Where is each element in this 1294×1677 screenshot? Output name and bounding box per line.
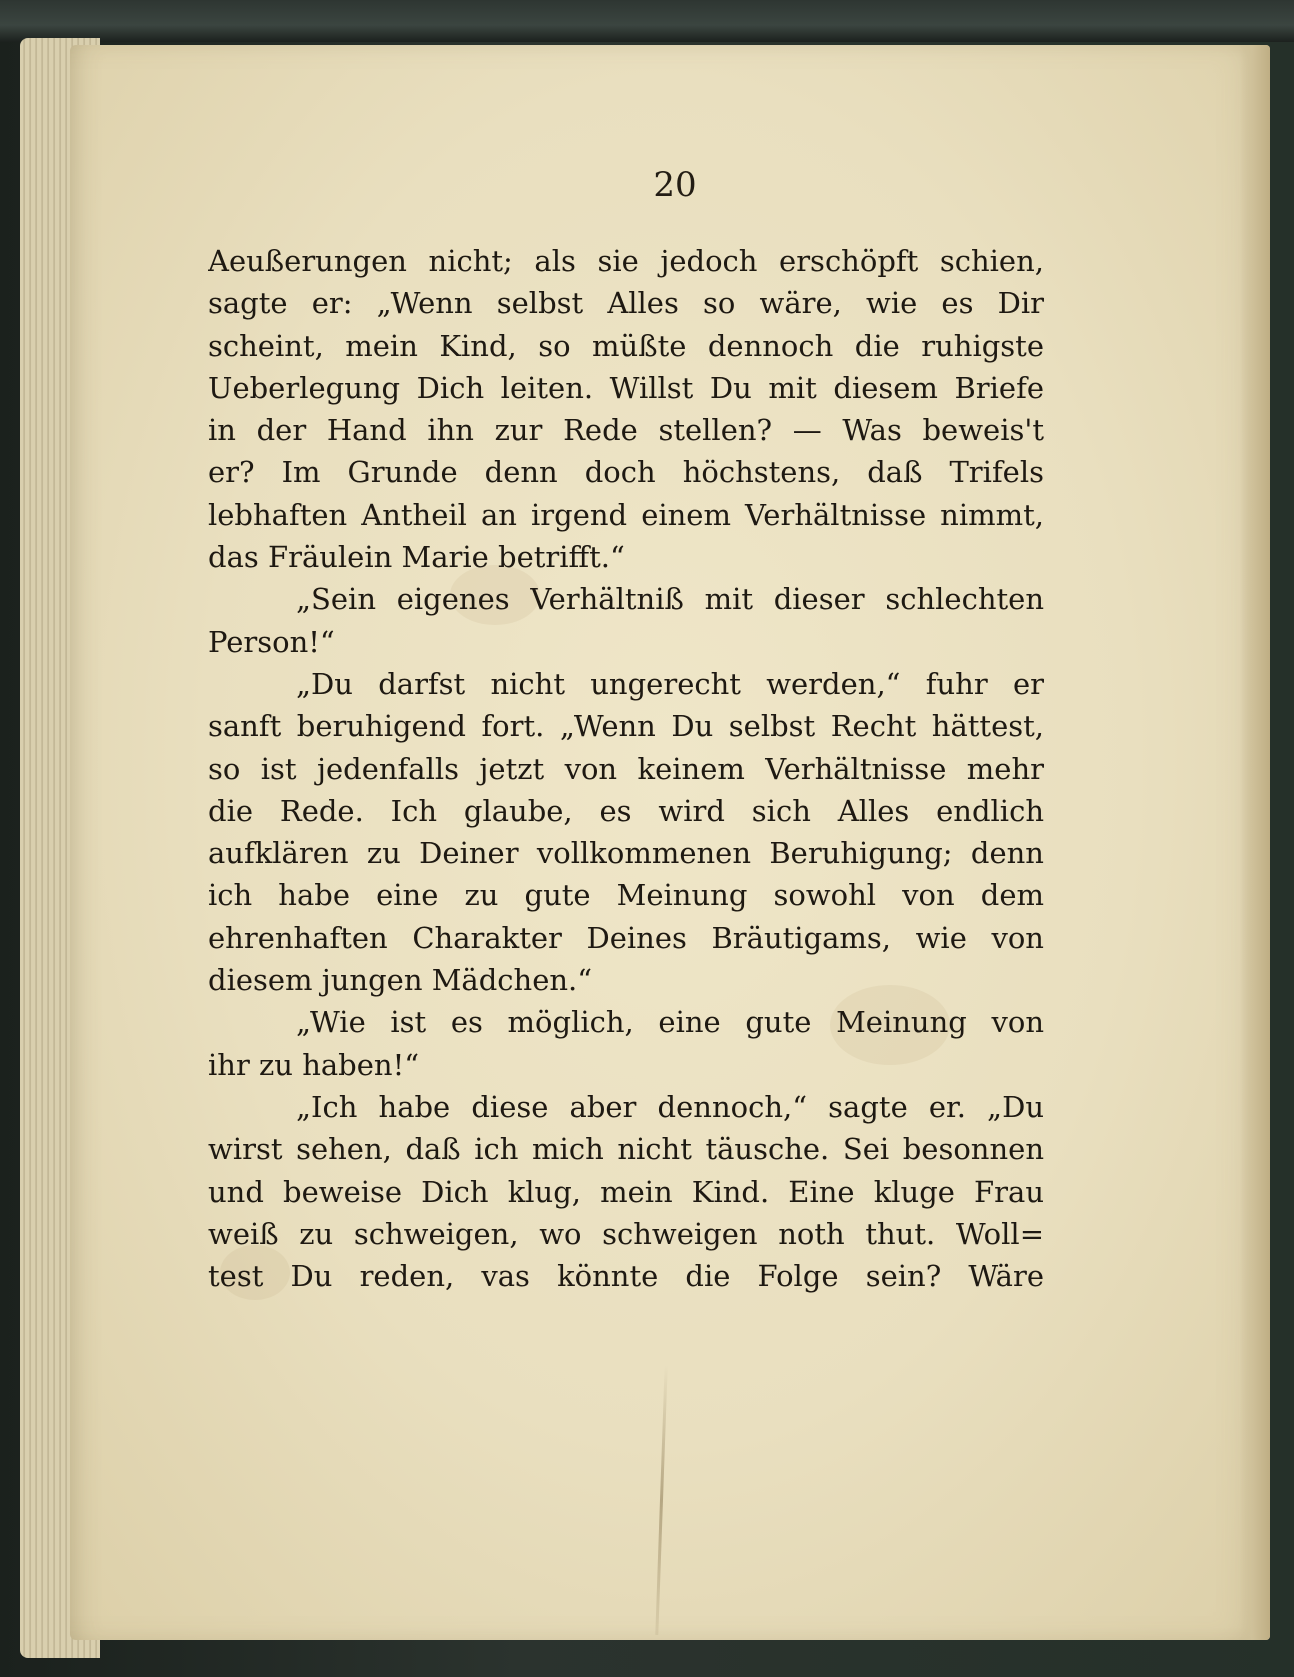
text-line: das Fräulein Marie betrifft.“ [208,540,625,575]
text-line: wirst sehen, daß ich mich nicht täusche. Sei besonnen [208,1132,1044,1167]
page-number: 20 [653,165,697,205]
text-line: „Du darfst nicht ungerecht werden,“ fuhr er [296,666,1044,701]
text-line: ich habe eine zu gute Meinung sowohl von dem [208,878,1044,913]
page-right-edge [1240,45,1270,1640]
text-line: ihr zu haben!“ [208,1047,420,1082]
text-line: diesem jungen Mädchen.“ [208,963,593,998]
cover-top-edge [0,0,1294,42]
text-line: „Sein eigenes Verhältniß mit dieser schlechten [296,582,1044,617]
text-line: lebhaften Antheil an irgend einem Verhältnisse nimmt, [208,497,1044,532]
text-line: so ist jedenfalls jetzt von keinem Verhältnisse mehr [208,751,1044,786]
text-line: scheint, mein Kind, so müßte dennoch die ruhigste [208,328,1044,363]
text-line: er? Im Grunde denn doch höchstens, daß Trifels [208,455,1044,490]
text-line: in der Hand ihn zur Rede stellen? — Was beweis't [208,413,1044,448]
text-line: sagte er: „Wenn selbst Alles so wäre, wie es Dir [208,286,1044,321]
text-line: ehrenhaften Charakter Deines Bräutigams, wie von [208,920,1044,955]
text-line: weiß zu schweigen, wo schweigen noth thut. Woll= [208,1216,1044,1251]
text-line: Aeußerungen nicht; als sie jedoch erschöpft schien, [208,244,1044,278]
text-line: aufklären zu Deiner vollkommenen Beruhigung; denn [208,836,1044,871]
text-line: die Rede. Ich glaube, es wird sich Alles endlich [208,793,1044,828]
text-line: Person!“ [208,624,335,659]
body-text [208,240,1044,1297]
text-line: Ueberlegung Dich leiten. Willst Du mit diesem Briefe [208,370,1044,405]
paper-crease [655,1365,667,1635]
text-line: und beweise Dich klug, mein Kind. Eine kluge Frau [208,1174,1044,1209]
text-line: sanft beruhigend fort. „Wenn Du selbst Recht hättest, [208,709,1044,744]
text-line: „Wie ist es möglich, eine gute Meinung von [296,1005,1044,1040]
text-line: „Ich habe diese aber dennoch,“ sagte er. „Du [296,1089,1044,1124]
text-line: test Du reden, vas könnte die Folge sein? Wäre [208,1259,1044,1294]
